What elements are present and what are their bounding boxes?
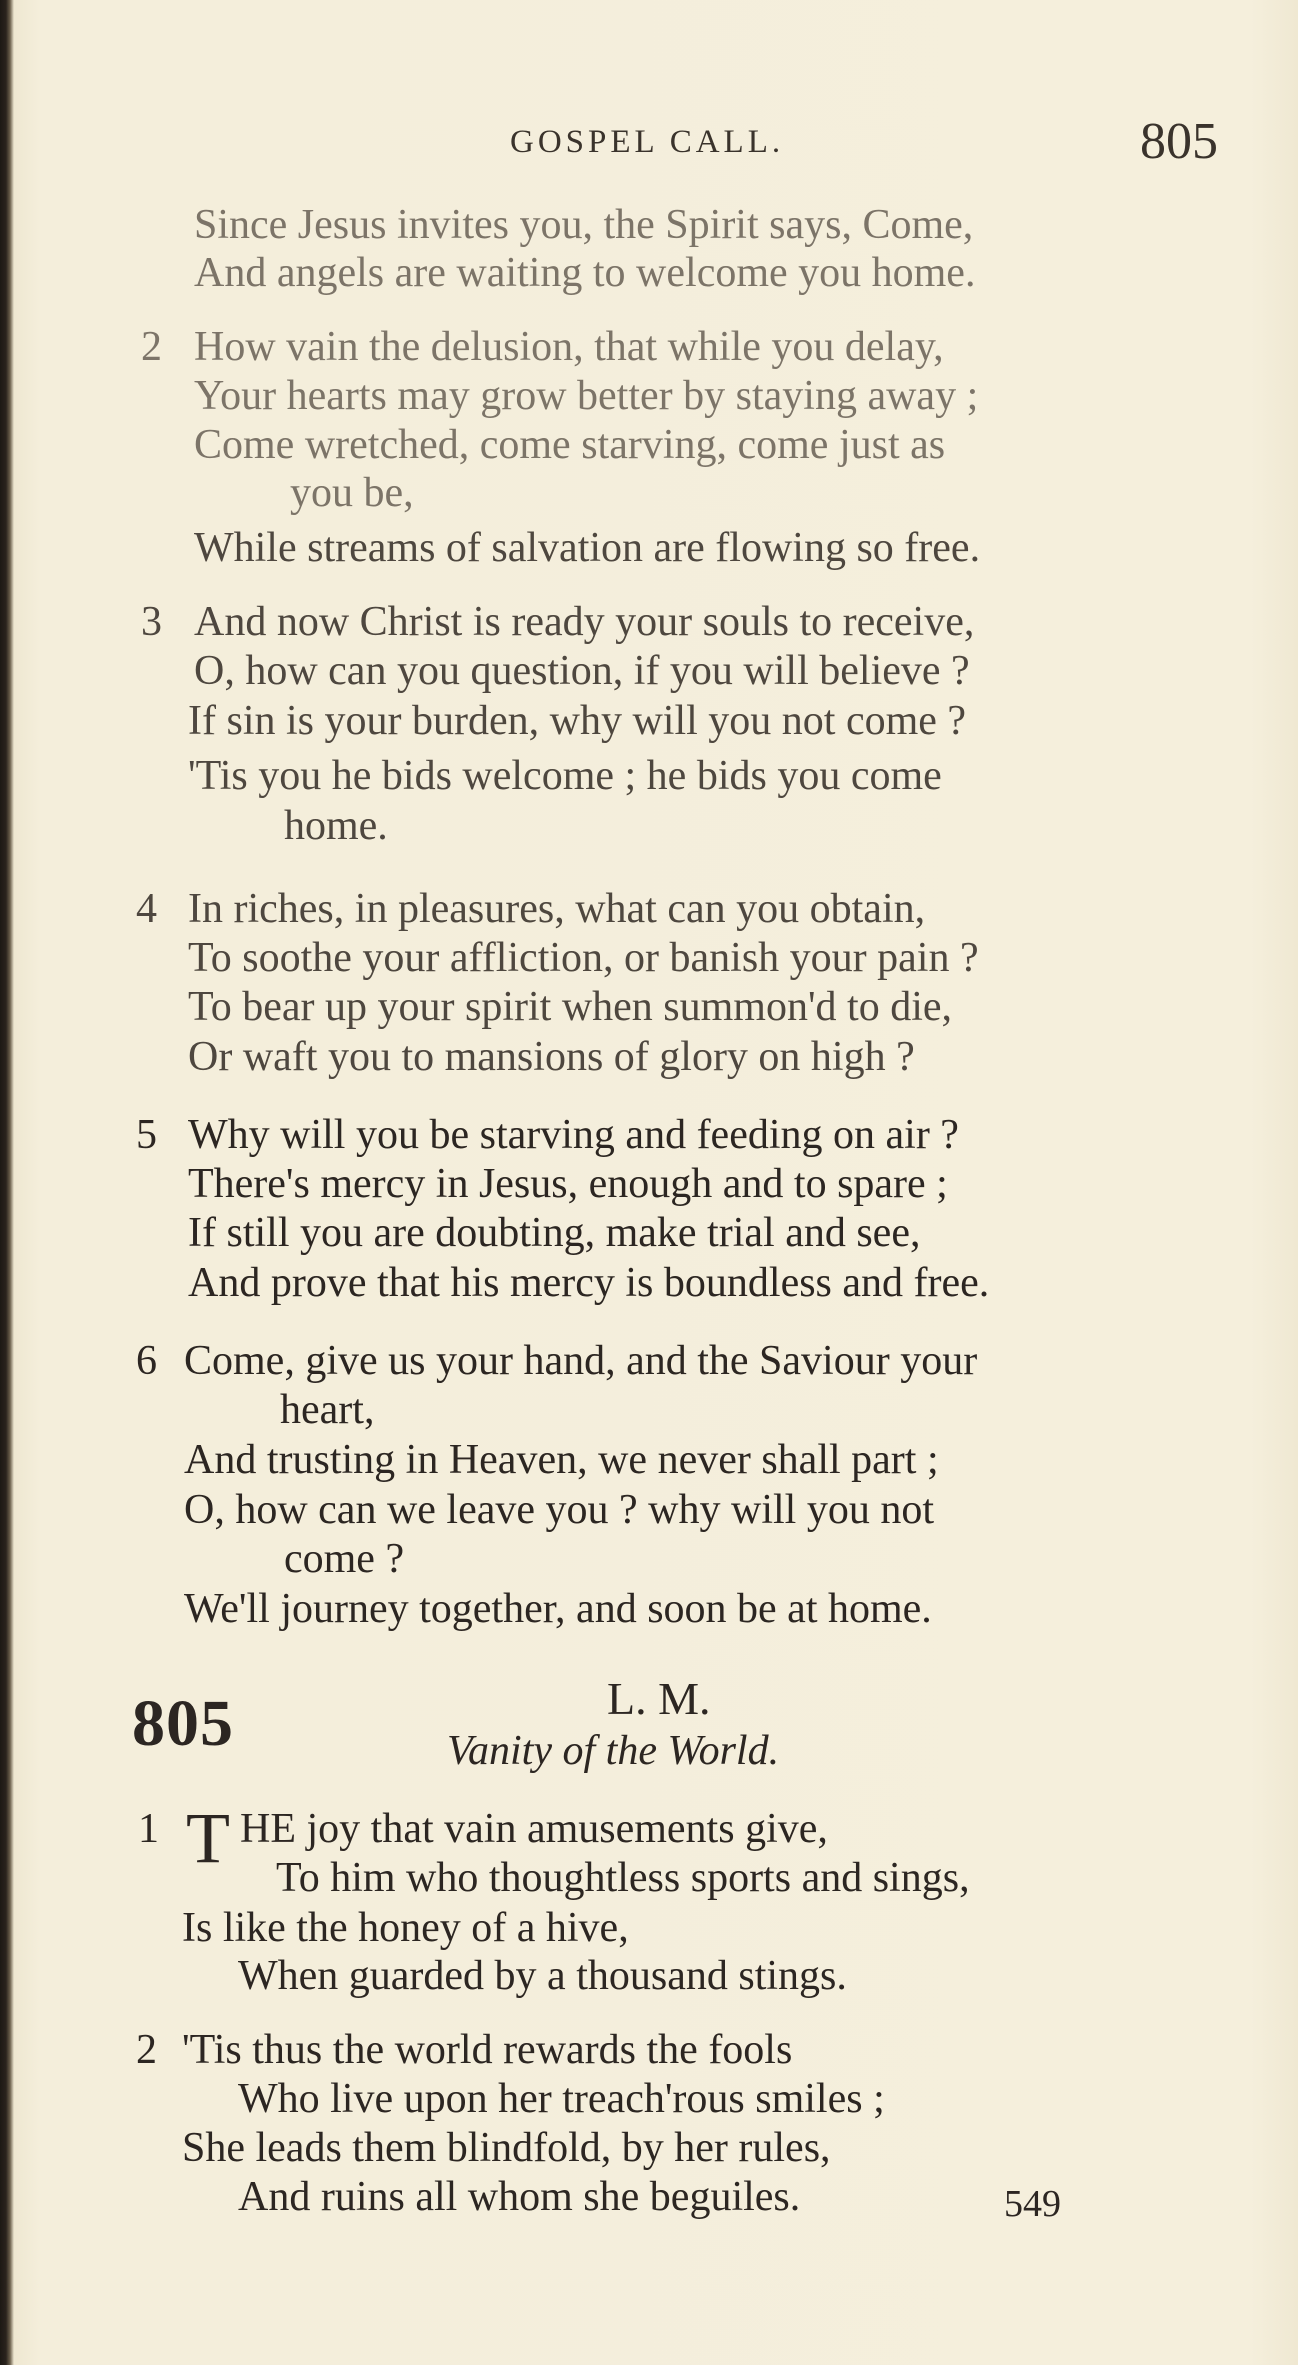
verse-line: How vain the delusion, that while you delay, <box>194 324 944 370</box>
verse-number: 2 <box>136 2027 157 2073</box>
verse-number: 6 <box>136 1338 157 1384</box>
verse-line: 'Tis thus the world rewards the fools <box>182 2027 793 2073</box>
verse-line: And prove that his mercy is boundless and free. <box>188 1260 990 1306</box>
verse-line: There's mercy in Jesus, enough and to spare ; <box>188 1161 948 1207</box>
verse-number: 1 <box>138 1806 159 1852</box>
verse-line: heart, <box>280 1387 375 1433</box>
verse-line: In riches, in pleasures, what can you obtain, <box>188 886 926 932</box>
hymn-title: Vanity of the World. <box>447 1728 780 1774</box>
verse-line: Who live upon her treach'rous smiles ; <box>238 2076 885 2122</box>
page-binding-edge <box>0 0 14 2365</box>
verse-number: 3 <box>141 599 162 645</box>
verse-number: 2 <box>141 324 162 370</box>
verse-line: If sin is your burden, why will you not come ? <box>188 698 967 744</box>
hymn-meter: L. M. <box>607 1673 711 1724</box>
verse-line: When guarded by a thousand stings. <box>238 1953 847 1999</box>
verse-line: Or waft you to mansions of glory on high ? <box>188 1034 915 1080</box>
verse-line: While streams of salvation are flowing so free. <box>194 525 981 571</box>
verse-line: home. <box>284 803 388 849</box>
verse-line: We'll journey together, and soon be at home. <box>184 1586 932 1632</box>
verse-line: To bear up your spirit when summon'd to die, <box>188 984 953 1030</box>
verse-line: HE joy that vain amusements give, <box>240 1806 828 1852</box>
verse-line: She leads them blindfold, by her rules, <box>182 2125 831 2171</box>
verse-line: O, how can you question, if you will believe ? <box>194 648 970 694</box>
continuation-line: Since Jesus invites you, the Spirit says, Come, <box>194 202 974 248</box>
verse-line: you be, <box>290 470 414 516</box>
drop-cap-letter: T <box>186 1798 230 1878</box>
verse-line: And trusting in Heaven, we never shall part ; <box>184 1437 939 1483</box>
verse-line: Come, give us your hand, and the Saviour your <box>184 1338 978 1384</box>
verse-number: 4 <box>136 886 157 932</box>
continuation-line: And angels are waiting to welcome you home. <box>194 250 976 296</box>
verse-line: Why will you be starving and feeding on air ? <box>188 1112 959 1158</box>
verse-number: 5 <box>136 1112 157 1158</box>
verse-line: Come wretched, come starving, come just as <box>194 422 946 468</box>
verse-line: And ruins all whom she beguiles. <box>238 2174 801 2220</box>
verse-line: Your hearts may grow better by staying away ; <box>194 373 979 419</box>
running-header-title: GOSPEL CALL. <box>510 124 785 160</box>
page-number: 549 <box>1004 2183 1061 2225</box>
verse-line: To him who thoughtless sports and sings, <box>276 1855 970 1901</box>
verse-line: come ? <box>284 1536 405 1582</box>
verse-line: O, how can we leave you ? why will you not <box>184 1487 934 1533</box>
verse-line: 'Tis you he bids welcome ; he bids you come <box>188 753 942 799</box>
running-header-hymn-number: 805 <box>1140 113 1218 170</box>
verse-line: If still you are doubting, make trial and see, <box>188 1210 921 1256</box>
verse-line: And now Christ is ready your souls to receive, <box>194 599 975 645</box>
hymn-number: 805 <box>132 1687 234 1760</box>
verse-line: Is like the honey of a hive, <box>182 1905 629 1951</box>
verse-line: To soothe your affliction, or banish your pain ? <box>188 935 979 981</box>
